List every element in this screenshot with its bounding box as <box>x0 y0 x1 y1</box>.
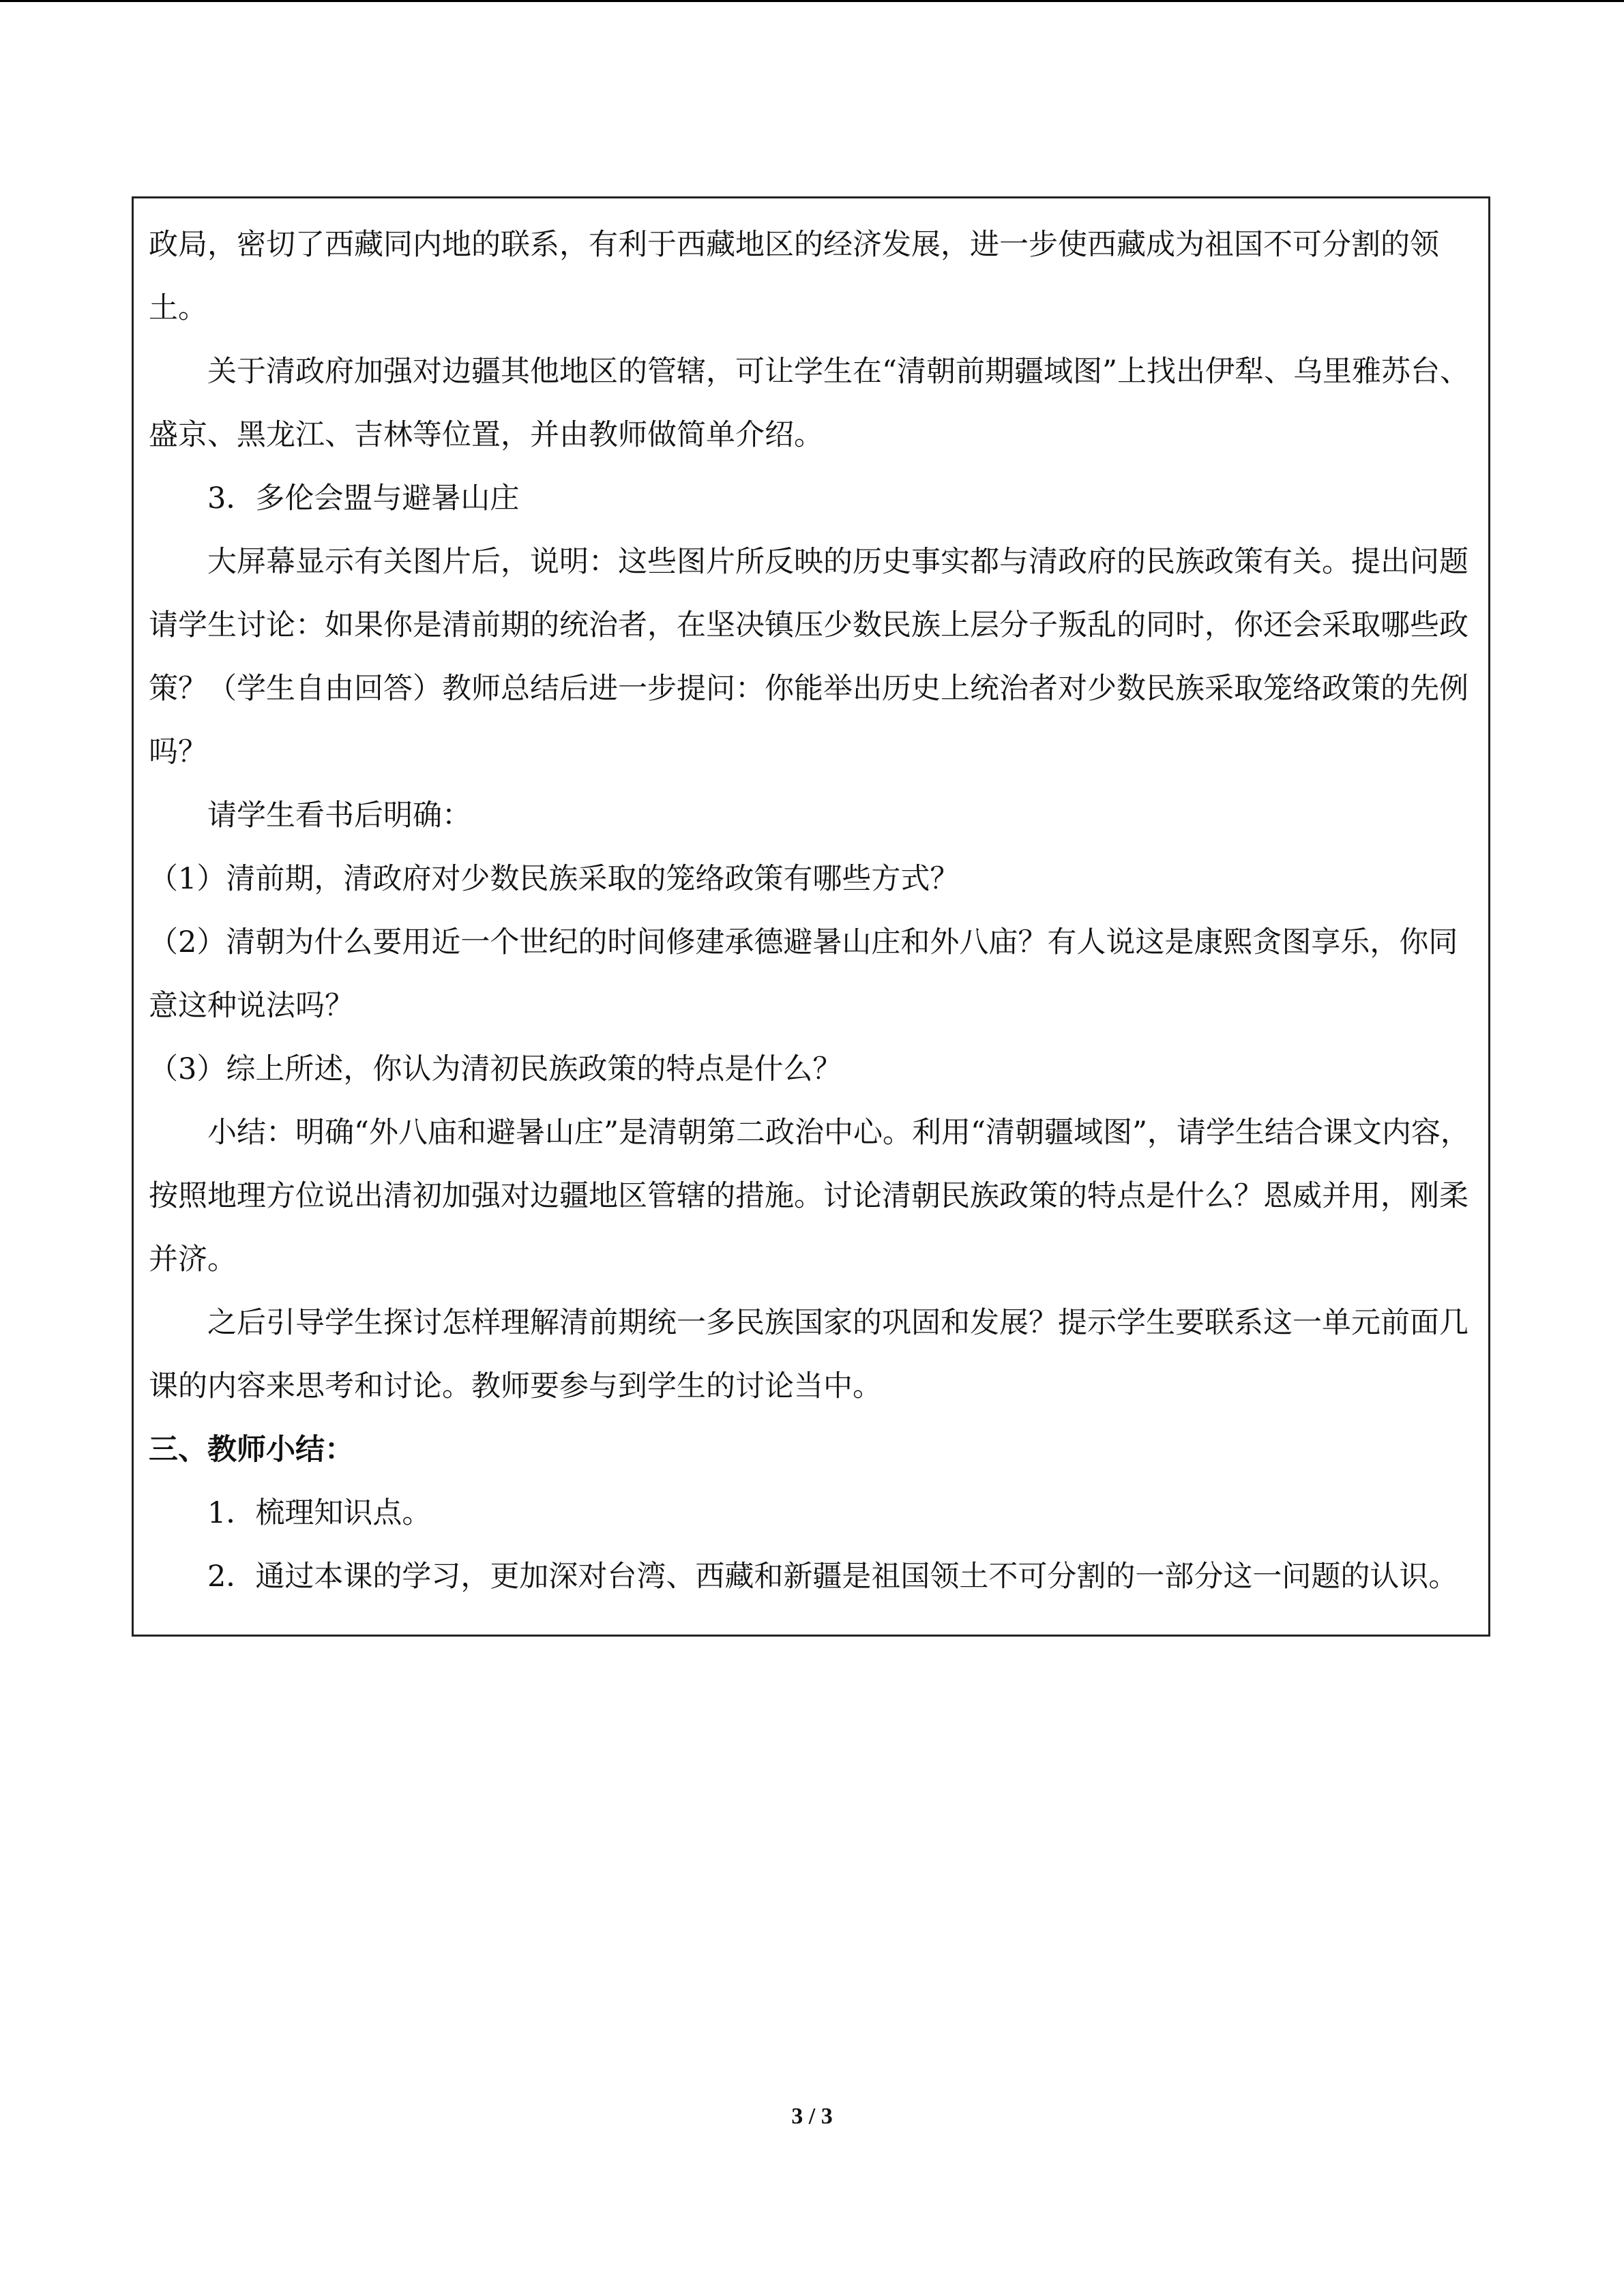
lesson-text <box>149 213 1473 1609</box>
section-heading-teacher-summary: 三、教师小结： <box>149 1433 354 1467</box>
paragraph-summary: 小结：明确“外八庙和避暑山庄”是清朝第二政治中心。利用“清朝疆域图”，请学生结合课文内容，按照地理方位说出清初加强对边疆地区管辖的措施。讨论清朝民族政策的特点是什么？恩威并用，刚柔并济。 <box>149 1116 1470 1277</box>
summary-item-2: 2．通过本课的学习，更加深对台湾、西藏和新疆是祖国领土不可分割的一部分这一问题的认识。 <box>207 1560 1458 1594</box>
summary-item-1: 1．梳理知识点。 <box>207 1496 432 1530</box>
paragraph-discussion: 大屏幕显示有关图片后，说明：这些图片所反映的历史事实都与清政府的民族政策有关。提出问题请学生讨论：如果你是清前期的统治者，在坚决镇压少数民族上层分子叛乱的同时，你还会采取哪些政策？（学生自由回答）教师总结后进一步提问：你能举出历史上统治者对少数民族采取笼络政策的先例吗？ <box>149 545 1468 769</box>
paragraph-continuation: 政局，密切了西藏同内地的联系，有利于西藏地区的经济发展，进一步使西藏成为祖国不可分割的领土。 <box>149 228 1439 325</box>
question-item-1: （1）清前期，清政府对少数民族采取的笼络政策有哪些方式？ <box>149 862 960 896</box>
paragraph-read-book: 请学生看书后明确： <box>207 799 471 833</box>
paragraph-guidance: 之后引导学生探讨怎样理解清前期统一多民族国家的巩固和发展？提示学生要联系这一单元前面几课的内容来思考和讨论。教师要参与到学生的讨论当中。 <box>149 1306 1468 1403</box>
subheading-duolun-alliance: 3．多伦会盟与避暑山庄 <box>207 481 520 516</box>
page-number: 3 / 3 <box>791 2104 833 2129</box>
top-border-line <box>0 0 1624 2</box>
lesson-content-box <box>132 196 1490 1637</box>
question-item-2: （2）清朝为什么要用近一个世纪的时间修建承德避暑山庄和外八庙？有人说这是康熙贪图享乐，你同意这种说法吗？ <box>149 925 1458 1023</box>
paragraph-frontier-regions: 关于清政府加强对边疆其他地区的管辖，可让学生在“清朝前期疆域图”上找出伊犁、乌里雅苏台、盛京、黑龙江、吉林等位置，并由教师做简单介绍。 <box>149 355 1469 452</box>
question-item-3: （3）综上所述，你认为清初民族政策的特点是什么？ <box>149 1052 842 1086</box>
